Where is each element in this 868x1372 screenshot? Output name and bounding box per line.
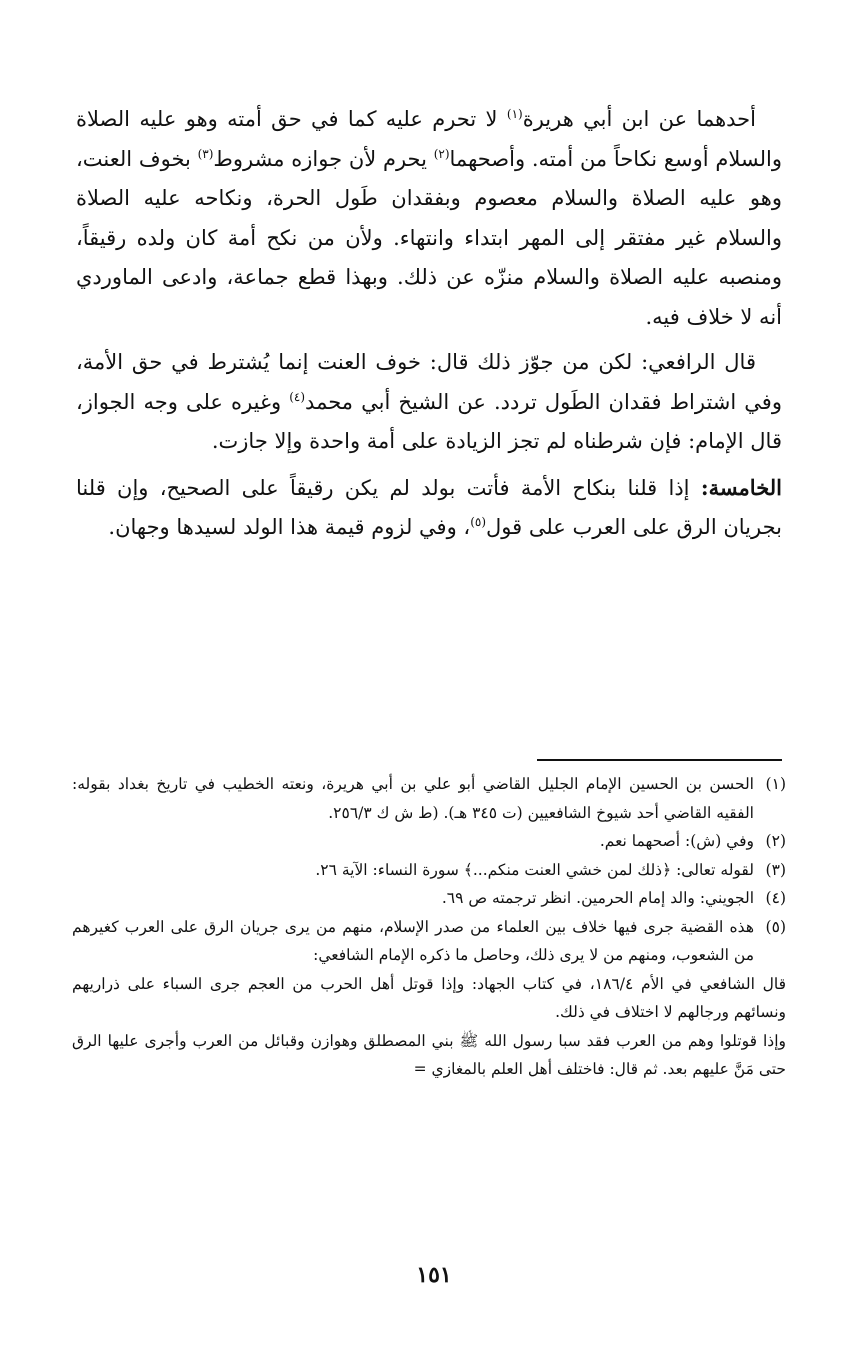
footnote-number: (٤)	[765, 889, 786, 907]
footnote-5	[72, 913, 786, 970]
footnote-number: (٣)	[765, 860, 786, 879]
paragraph-3-text: ، وفي لزوم قيمة هذا الولد لسيدها وجهان.	[108, 515, 471, 539]
paragraph-2-text: قال الرافعي: لكن من جوّز ذلك قال: خوف العنت إنما يُشترط في حق الأمة، وفي اشتراط فقدان الطَول تردد. عن الشيخ أبي محمد	[76, 350, 782, 414]
paragraph-1-text: أحدهما عن ابن أبي هريرة	[522, 107, 756, 131]
footnote-number: (٥)	[765, 917, 786, 936]
footnote-marker-3[interactable]: (٣)	[197, 146, 214, 161]
footnote-marker-4[interactable]: (٤)	[289, 389, 306, 404]
footnote-text: الحسن بن الحسين الإمام الجليل القاضي أبو علي بن أبي هريرة، ونعته الخطيب في تاريخ بغداد بقوله: الفقيه القاضي أحد شيوخ الشافعيين (ت ٣٤٥ هـ). (ط ش ك ٢٥٦/٣.	[72, 775, 754, 822]
paragraph-2	[76, 343, 782, 462]
paragraph-1-text: يحرم لأن جوازه مشروط	[213, 146, 434, 171]
main-text	[76, 100, 782, 548]
footnote-5-continuation: قال الشافعي في الأم ١٨٦/٤، في كتاب الجهاد: وإذا قوتل أهل الحرب من العجم جرى السباء على ذراريهم ونسائهم ورجالهم لا اختلاف في ذلك.	[72, 974, 787, 1021]
footnote-text: الجويني: والد إمام الحرمين. انظر ترجمته ص ٦٩.	[441, 889, 754, 907]
footnotes	[72, 770, 786, 1084]
footnote-text: هذه القضية جرى فيها خلاف بين العلماء من صدر الإسلام، منهم من يرى جريان الرق على العرب كغيرهم من الشعوب، ومنهم من لا يرى ذلك، وحاصل ما ذكره الإمام الشافعي:	[72, 917, 754, 964]
footnote-marker-1[interactable]: (١)	[506, 107, 523, 121]
paragraph-3-text: إذا قلنا بنكاح الأمة فأتت بولد لم يكن رقيقاً على الصحيح، وإن قلنا بجريان الرق على العرب على قول	[76, 475, 782, 539]
page-number: ١٥١	[416, 1262, 452, 1288]
footnote-3	[72, 856, 786, 885]
footnote-marker-5[interactable]: (٥)	[470, 515, 487, 529]
paragraph-1-text: لا تحرم عليه كما في حق أمته وهو عليه الصلاة والسلام أوسع نكاحاً من أمته. وأصحهما	[76, 107, 782, 171]
footnote-text: لقوله تعالى: ﴿ذلك لمن خشي العنت منكم...﴾ سورة النساء: الآية ٢٦.	[315, 860, 754, 879]
footnote-marker-2[interactable]: (٢)	[433, 146, 450, 161]
paragraph-1-text: بخوف العنت، وهو عليه الصلاة والسلام معصوم وبفقدان طَول الحرة، ونكاحه عليه الصلاة والسلام غير مفتقر إلى المهر ابتداء وانتهاء. ولأن من نكح أمة كان ولده رقيقاً، ومنصبه عليه الصلاة والسلام منزّه عن ذلك. وبهذا قطع جماعة، وادعى الماوردي أنه لا خلاف فيه.	[76, 146, 782, 329]
paragraph-1	[76, 100, 782, 337]
footnote-number: (٢)	[765, 832, 786, 850]
footnote-5-continuation: وإذا قوتلوا وهم من العرب فقد سبا رسول الله ﷺ بني المصطلق وهوازن وقبائل من العرب وأجرى عليها الرق حتى مَنَّ عليهم بعد. ثم قال: فاختلف أهل العلم بالمغازي =	[72, 1031, 786, 1078]
section-heading-fifth: الخامسة:	[700, 474, 782, 500]
footnote-text: وفي (ش): أصحهما نعم.	[599, 832, 754, 850]
paragraph-3	[76, 468, 782, 548]
footnote-separator	[537, 759, 782, 761]
footnote-1	[72, 770, 786, 827]
footnote-4	[72, 884, 786, 913]
paragraph-2-text: وغيره على وجه الجواز، قال الإمام: فإن شرطناه لم تجز الزيادة على أمة واحدة وإلا جازت.	[76, 389, 782, 453]
footnote-2	[72, 827, 786, 856]
footnote-number: (١)	[765, 775, 786, 793]
